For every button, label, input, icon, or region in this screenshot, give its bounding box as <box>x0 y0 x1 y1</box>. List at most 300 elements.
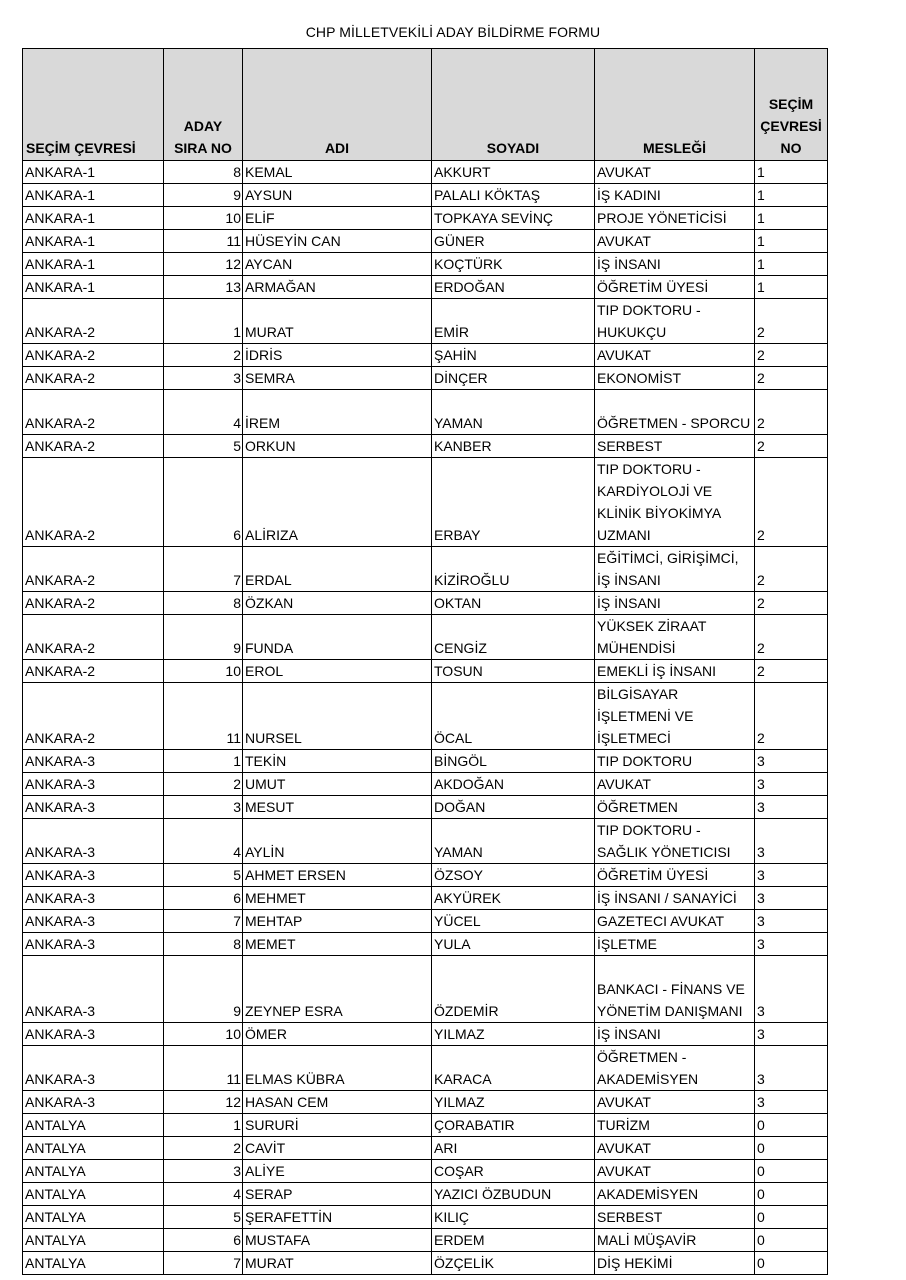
cevre-no-cell: 1 <box>755 276 828 299</box>
meslek-cell <box>595 910 755 933</box>
table-row <box>23 1091 828 1114</box>
sira-no-cell: 9 <box>164 615 243 660</box>
adi-cell: MEHMET <box>243 887 432 910</box>
meslek-cell <box>595 615 755 660</box>
cevre-cell: ANKARA-1 <box>23 276 164 299</box>
table-row <box>23 910 828 933</box>
table-body <box>23 161 828 1275</box>
adi-cell: AYCAN <box>243 253 432 276</box>
cevre-cell: ANTALYA <box>23 1160 164 1183</box>
meslek-line: BANKACI - FİNANS VE <box>597 981 745 997</box>
meslek-cell <box>595 773 755 796</box>
soyadi-cell: PALALI KÖKTAŞ <box>432 184 595 207</box>
sira-no-cell: 3 <box>164 1160 243 1183</box>
adi-cell: AYSUN <box>243 184 432 207</box>
sira-no-cell: 9 <box>164 184 243 207</box>
table-row <box>23 796 828 819</box>
soyadi-cell: ÖZSOY <box>432 864 595 887</box>
sira-no-cell: 5 <box>164 1206 243 1229</box>
sira-no-cell: 7 <box>164 547 243 592</box>
meslek-line: İŞLETMENİ VE <box>597 708 694 724</box>
meslek-cell <box>595 887 755 910</box>
meslek-line: TURİZM <box>597 1117 650 1133</box>
header-secim-cevresi: SEÇİM ÇEVRESİ <box>23 49 164 161</box>
meslek-line: AVUKAT <box>597 1094 651 1110</box>
meslek-cell <box>595 253 755 276</box>
cevre-no-cell: 0 <box>755 1160 828 1183</box>
table-row <box>23 184 828 207</box>
sira-no-cell: 2 <box>164 773 243 796</box>
table-row <box>23 276 828 299</box>
adi-cell: ÖZKAN <box>243 592 432 615</box>
adi-cell: MUSTAFA <box>243 1229 432 1252</box>
meslek-line: AVUKAT <box>597 1163 651 1179</box>
cevre-cell: ANTALYA <box>23 1206 164 1229</box>
header-adi: ADI <box>243 49 432 161</box>
sira-no-cell: 4 <box>164 390 243 435</box>
cevre-cell: ANKARA-2 <box>23 458 164 547</box>
soyadi-cell: ERBAY <box>432 458 595 547</box>
meslek-line: KARDİYOLOJİ VE <box>597 483 713 499</box>
cevre-cell: ANKARA-2 <box>23 435 164 458</box>
sira-no-cell: 6 <box>164 1229 243 1252</box>
soyadi-cell: YAMAN <box>432 390 595 435</box>
meslek-cell <box>595 276 755 299</box>
adi-cell: MESUT <box>243 796 432 819</box>
cevre-no-cell: 0 <box>755 1252 828 1275</box>
table-row <box>23 299 828 344</box>
meslek-line: AKADEMİSYEN <box>597 1071 699 1087</box>
cevre-cell: ANKARA-3 <box>23 1091 164 1114</box>
meslek-line: HUKUKÇU <box>597 324 667 340</box>
cevre-cell: ANTALYA <box>23 1229 164 1252</box>
meslek-line: TIP DOKTORU - <box>597 302 701 318</box>
meslek-cell <box>595 933 755 956</box>
sira-no-cell: 4 <box>164 819 243 864</box>
cevre-no-cell: 2 <box>755 547 828 592</box>
cevre-no-cell: 3 <box>755 887 828 910</box>
cevre-no-cell: 0 <box>755 1206 828 1229</box>
cevre-cell: ANKARA-2 <box>23 547 164 592</box>
soyadi-cell: BİNGÖL <box>432 750 595 773</box>
table-row <box>23 615 828 660</box>
table-row <box>23 1137 828 1160</box>
sira-no-cell: 11 <box>164 230 243 253</box>
soyadi-cell: KANBER <box>432 435 595 458</box>
meslek-cell <box>595 683 755 750</box>
cevre-cell: ANTALYA <box>23 1183 164 1206</box>
sira-no-cell: 13 <box>164 276 243 299</box>
soyadi-cell: YILMAZ <box>432 1091 595 1114</box>
soyadi-cell: KARACA <box>432 1046 595 1091</box>
meslek-cell <box>595 435 755 458</box>
meslek-line: UZMANI <box>597 527 651 543</box>
soyadi-cell: DİNÇER <box>432 367 595 390</box>
cevre-cell: ANKARA-2 <box>23 299 164 344</box>
cevre-cell: ANKARA-3 <box>23 819 164 864</box>
table-row <box>23 1183 828 1206</box>
meslek-line: KLİNİK BİYOKİMYA <box>597 505 722 521</box>
header-row <box>23 49 828 161</box>
adi-cell: ÖMER <box>243 1023 432 1046</box>
table-row <box>23 683 828 750</box>
sira-no-cell: 3 <box>164 796 243 819</box>
meslek-cell <box>595 1160 755 1183</box>
cevre-no-cell: 2 <box>755 367 828 390</box>
table-row <box>23 1229 828 1252</box>
adi-cell: ALİRIZA <box>243 458 432 547</box>
table-row <box>23 458 828 547</box>
cevre-no-cell: 0 <box>755 1229 828 1252</box>
sira-no-cell: 11 <box>164 1046 243 1091</box>
adi-cell: SERAP <box>243 1183 432 1206</box>
cevre-no-cell: 3 <box>755 864 828 887</box>
cevre-cell: ANKARA-2 <box>23 592 164 615</box>
soyadi-cell: KOÇTÜRK <box>432 253 595 276</box>
sira-no-cell: 5 <box>164 435 243 458</box>
meslek-line: YÜKSEK ZİRAAT <box>597 618 707 634</box>
sira-no-cell: 12 <box>164 253 243 276</box>
meslek-cell <box>595 390 755 435</box>
adi-cell: TEKİN <box>243 750 432 773</box>
soyadi-cell: CENGİZ <box>432 615 595 660</box>
soyadi-cell: OKTAN <box>432 592 595 615</box>
cevre-no-cell: 3 <box>755 1023 828 1046</box>
meslek-line: İŞ İNSANI <box>597 572 661 588</box>
cevre-cell: ANKARA-2 <box>23 615 164 660</box>
soyadi-cell: ERDEM <box>432 1229 595 1252</box>
meslek-cell <box>595 1023 755 1046</box>
cevre-cell: ANKARA-2 <box>23 390 164 435</box>
meslek-line: ÖĞRETMEN - SPORCU <box>597 415 751 431</box>
cevre-no-cell: 1 <box>755 207 828 230</box>
soyadi-cell: TOPKAYA SEVİNÇ <box>432 207 595 230</box>
meslek-line: GAZETECI AVUKAT <box>597 913 725 929</box>
table-row <box>23 207 828 230</box>
sira-no-cell: 10 <box>164 1023 243 1046</box>
adi-cell: CAVİT <box>243 1137 432 1160</box>
table-row <box>23 750 828 773</box>
soyadi-cell: ÖZÇELİK <box>432 1252 595 1275</box>
meslek-cell <box>595 1046 755 1091</box>
soyadi-cell: AKKURT <box>432 161 595 184</box>
meslek-line: MALİ MÜŞAVİR <box>597 1232 697 1248</box>
meslek-line: ÖĞRETMEN - <box>597 1049 687 1065</box>
cevre-no-cell: 2 <box>755 683 828 750</box>
meslek-line: EĞİTİMCİ, GİRİŞİMCİ, <box>597 550 739 566</box>
sira-no-cell: 8 <box>164 933 243 956</box>
soyadi-cell: AKYÜREK <box>432 887 595 910</box>
meslek-cell <box>595 796 755 819</box>
meslek-line: SERBEST <box>597 438 663 454</box>
table-row <box>23 344 828 367</box>
adi-cell: ALİYE <box>243 1160 432 1183</box>
cevre-no-cell: 3 <box>755 1046 828 1091</box>
adi-cell: ERDAL <box>243 547 432 592</box>
table-row <box>23 819 828 864</box>
table-row <box>23 1114 828 1137</box>
meslek-cell <box>595 750 755 773</box>
cevre-cell: ANKARA-2 <box>23 344 164 367</box>
soyadi-cell: YAMAN <box>432 819 595 864</box>
sira-no-cell: 8 <box>164 592 243 615</box>
table-row <box>23 773 828 796</box>
adi-cell: AYLİN <box>243 819 432 864</box>
table-row <box>23 956 828 1023</box>
meslek-cell <box>595 547 755 592</box>
cevre-no-cell: 1 <box>755 161 828 184</box>
candidate-table <box>22 48 828 1275</box>
soyadi-cell: COŞAR <box>432 1160 595 1183</box>
sira-no-cell: 1 <box>164 299 243 344</box>
table-row <box>23 864 828 887</box>
sira-no-cell: 7 <box>164 1252 243 1275</box>
adi-cell: SURURİ <box>243 1114 432 1137</box>
table-row <box>23 592 828 615</box>
sira-no-cell: 11 <box>164 683 243 750</box>
adi-cell: MURAT <box>243 1252 432 1275</box>
adi-cell: ELMAS KÜBRA <box>243 1046 432 1091</box>
meslek-line: AKADEMİSYEN <box>597 1186 699 1202</box>
cevre-cell: ANKARA-1 <box>23 230 164 253</box>
meslek-line: EMEKLİ İŞ İNSANI <box>597 663 717 679</box>
meslek-cell <box>595 592 755 615</box>
table-row <box>23 1206 828 1229</box>
sira-no-cell: 3 <box>164 367 243 390</box>
soyadi-cell: YÜCEL <box>432 910 595 933</box>
cevre-cell: ANKARA-3 <box>23 933 164 956</box>
sira-no-cell: 1 <box>164 750 243 773</box>
meslek-line: İŞLETME <box>597 936 657 952</box>
meslek-line: İŞ İNSANI / SANAYİCİ <box>597 890 737 906</box>
table-row <box>23 1160 828 1183</box>
table-row <box>23 933 828 956</box>
meslek-line: İŞ İNSANI <box>597 256 661 272</box>
meslek-line: İŞ KADINI <box>597 187 661 203</box>
meslek-line: BİLGİSAYAR <box>597 686 679 702</box>
meslek-line: PROJE YÖNETİCİSİ <box>597 210 727 226</box>
cevre-cell: ANTALYA <box>23 1137 164 1160</box>
cevre-cell: ANKARA-1 <box>23 161 164 184</box>
sira-no-cell: 2 <box>164 1137 243 1160</box>
soyadi-cell: ÖCAL <box>432 683 595 750</box>
table-row <box>23 253 828 276</box>
cevre-no-cell: 2 <box>755 299 828 344</box>
meslek-line: AVUKAT <box>597 164 651 180</box>
cevre-no-cell: 1 <box>755 184 828 207</box>
cevre-no-cell: 2 <box>755 390 828 435</box>
adi-cell: EROL <box>243 660 432 683</box>
table-row <box>23 390 828 435</box>
cevre-cell: ANKARA-3 <box>23 1046 164 1091</box>
cevre-cell: ANKARA-3 <box>23 796 164 819</box>
meslek-line: İŞ İNSANI <box>597 1026 661 1042</box>
meslek-line: AVUKAT <box>597 776 651 792</box>
adi-cell: AHMET ERSEN <box>243 864 432 887</box>
cevre-no-cell: 3 <box>755 933 828 956</box>
meslek-cell <box>595 367 755 390</box>
sira-no-cell: 9 <box>164 956 243 1023</box>
adi-cell: ORKUN <box>243 435 432 458</box>
meslek-line: TIP DOKTORU - <box>597 822 701 838</box>
cevre-cell: ANKARA-1 <box>23 184 164 207</box>
meslek-cell <box>595 1229 755 1252</box>
meslek-line: MÜHENDİSİ <box>597 640 676 656</box>
meslek-line: İŞLETMECİ <box>597 730 671 746</box>
sira-no-cell: 10 <box>164 660 243 683</box>
sira-no-cell: 5 <box>164 864 243 887</box>
sira-no-cell: 10 <box>164 207 243 230</box>
sira-no-cell: 2 <box>164 344 243 367</box>
cevre-cell: ANTALYA <box>23 1252 164 1275</box>
cevre-cell: ANKARA-1 <box>23 207 164 230</box>
meslek-line: TIP DOKTORU - <box>597 461 701 477</box>
meslek-cell <box>595 1206 755 1229</box>
cevre-cell: ANKARA-2 <box>23 683 164 750</box>
adi-cell: İDRİS <box>243 344 432 367</box>
meslek-cell <box>595 1252 755 1275</box>
soyadi-cell: TOSUN <box>432 660 595 683</box>
sira-no-cell: 12 <box>164 1091 243 1114</box>
soyadi-cell: ÖZDEMİR <box>432 956 595 1023</box>
soyadi-cell: GÜNER <box>432 230 595 253</box>
meslek-line: ÖĞRETMEN <box>597 799 678 815</box>
header-aday-sira-no: ADAY SIRA NO <box>164 49 243 161</box>
cevre-cell: ANKARA-3 <box>23 750 164 773</box>
adi-cell: HASAN CEM <box>243 1091 432 1114</box>
table-row <box>23 1252 828 1275</box>
meslek-cell <box>595 230 755 253</box>
table-row <box>23 1046 828 1091</box>
soyadi-cell: ŞAHİN <box>432 344 595 367</box>
header-meslegi: MESLEĞİ <box>595 49 755 161</box>
cevre-no-cell: 1 <box>755 230 828 253</box>
adi-cell: ARMAĞAN <box>243 276 432 299</box>
cevre-cell: ANKARA-2 <box>23 367 164 390</box>
meslek-cell <box>595 660 755 683</box>
meslek-cell <box>595 1114 755 1137</box>
adi-cell: NURSEL <box>243 683 432 750</box>
meslek-cell <box>595 864 755 887</box>
soyadi-cell: YULA <box>432 933 595 956</box>
cevre-cell: ANKARA-2 <box>23 660 164 683</box>
meslek-line: EKONOMİST <box>597 370 682 386</box>
soyadi-cell: YAZICI ÖZBUDUN <box>432 1183 595 1206</box>
cevre-no-cell: 2 <box>755 615 828 660</box>
meslek-cell <box>595 184 755 207</box>
cevre-no-cell: 3 <box>755 956 828 1023</box>
adi-cell: FUNDA <box>243 615 432 660</box>
soyadi-cell: AKDOĞAN <box>432 773 595 796</box>
cevre-no-cell: 3 <box>755 819 828 864</box>
meslek-line: YÖNETİM DANIŞMANI <box>597 1003 743 1019</box>
table-row <box>23 1023 828 1046</box>
cevre-no-cell: 1 <box>755 253 828 276</box>
sira-no-cell: 6 <box>164 887 243 910</box>
adi-cell: ELİF <box>243 207 432 230</box>
adi-cell: ZEYNEP ESRA <box>243 956 432 1023</box>
meslek-line: AVUKAT <box>597 347 651 363</box>
soyadi-cell: DOĞAN <box>432 796 595 819</box>
adi-cell: İREM <box>243 390 432 435</box>
meslek-line: AVUKAT <box>597 233 651 249</box>
meslek-cell <box>595 819 755 864</box>
adi-cell: KEMAL <box>243 161 432 184</box>
adi-cell: MEHTAP <box>243 910 432 933</box>
meslek-cell <box>595 1183 755 1206</box>
cevre-no-cell: 2 <box>755 660 828 683</box>
meslek-line: SERBEST <box>597 1209 663 1225</box>
sira-no-cell: 1 <box>164 1114 243 1137</box>
cevre-cell: ANKARA-3 <box>23 956 164 1023</box>
cevre-no-cell: 2 <box>755 435 828 458</box>
meslek-cell <box>595 207 755 230</box>
meslek-line <box>597 390 752 412</box>
meslek-line: ÖĞRETİM ÜYESİ <box>597 867 709 883</box>
meslek-cell <box>595 344 755 367</box>
header-soyadi: SOYADI <box>432 49 595 161</box>
adi-cell: HÜSEYİN CAN <box>243 230 432 253</box>
soyadi-cell: ERDOĞAN <box>432 276 595 299</box>
soyadi-cell: ÇORABATIR <box>432 1114 595 1137</box>
meslek-line: DİŞ HEKİMİ <box>597 1255 673 1271</box>
cevre-no-cell: 2 <box>755 458 828 547</box>
meslek-line: AVUKAT <box>597 1140 651 1156</box>
cevre-no-cell: 3 <box>755 910 828 933</box>
soyadi-cell: EMİR <box>432 299 595 344</box>
soyadi-cell: KILIÇ <box>432 1206 595 1229</box>
cevre-cell: ANKARA-3 <box>23 864 164 887</box>
meslek-line: TIP DOKTORU <box>597 753 693 769</box>
table-row <box>23 161 828 184</box>
cevre-no-cell: 2 <box>755 344 828 367</box>
cevre-cell: ANKARA-3 <box>23 910 164 933</box>
meslek-line: İŞ İNSANI <box>597 595 661 611</box>
adi-cell: UMUT <box>243 773 432 796</box>
sira-no-cell: 6 <box>164 458 243 547</box>
meslek-line: SAĞLIK YÖNETICISI <box>597 844 731 860</box>
soyadi-cell: ARI <box>432 1137 595 1160</box>
table-row <box>23 367 828 390</box>
cevre-cell: ANKARA-3 <box>23 887 164 910</box>
meslek-cell <box>595 956 755 1023</box>
meslek-cell <box>595 299 755 344</box>
cevre-no-cell: 2 <box>755 592 828 615</box>
meslek-cell <box>595 161 755 184</box>
soyadi-cell: KİZİROĞLU <box>432 547 595 592</box>
meslek-cell <box>595 1137 755 1160</box>
adi-cell: MEMET <box>243 933 432 956</box>
cevre-no-cell: 0 <box>755 1183 828 1206</box>
table-row <box>23 230 828 253</box>
cevre-cell: ANKARA-3 <box>23 1023 164 1046</box>
sira-no-cell: 4 <box>164 1183 243 1206</box>
table-row <box>23 660 828 683</box>
meslek-cell <box>595 1091 755 1114</box>
cevre-cell: ANKARA-3 <box>23 773 164 796</box>
form-title: CHP MİLLETVEKİLİ ADAY BİLDİRME FORMU <box>305 24 601 40</box>
cevre-no-cell: 3 <box>755 796 828 819</box>
table-row <box>23 435 828 458</box>
meslek-line: ÖĞRETİM ÜYESİ <box>597 279 709 295</box>
cevre-cell: ANTALYA <box>23 1114 164 1137</box>
adi-cell: ŞERAFETTİN <box>243 1206 432 1229</box>
adi-cell: SEMRA <box>243 367 432 390</box>
sira-no-cell: 7 <box>164 910 243 933</box>
cevre-no-cell: 3 <box>755 750 828 773</box>
header-secim-cevresi-no: SEÇİM ÇEVRESİ NO <box>755 49 828 161</box>
cevre-no-cell: 3 <box>755 773 828 796</box>
